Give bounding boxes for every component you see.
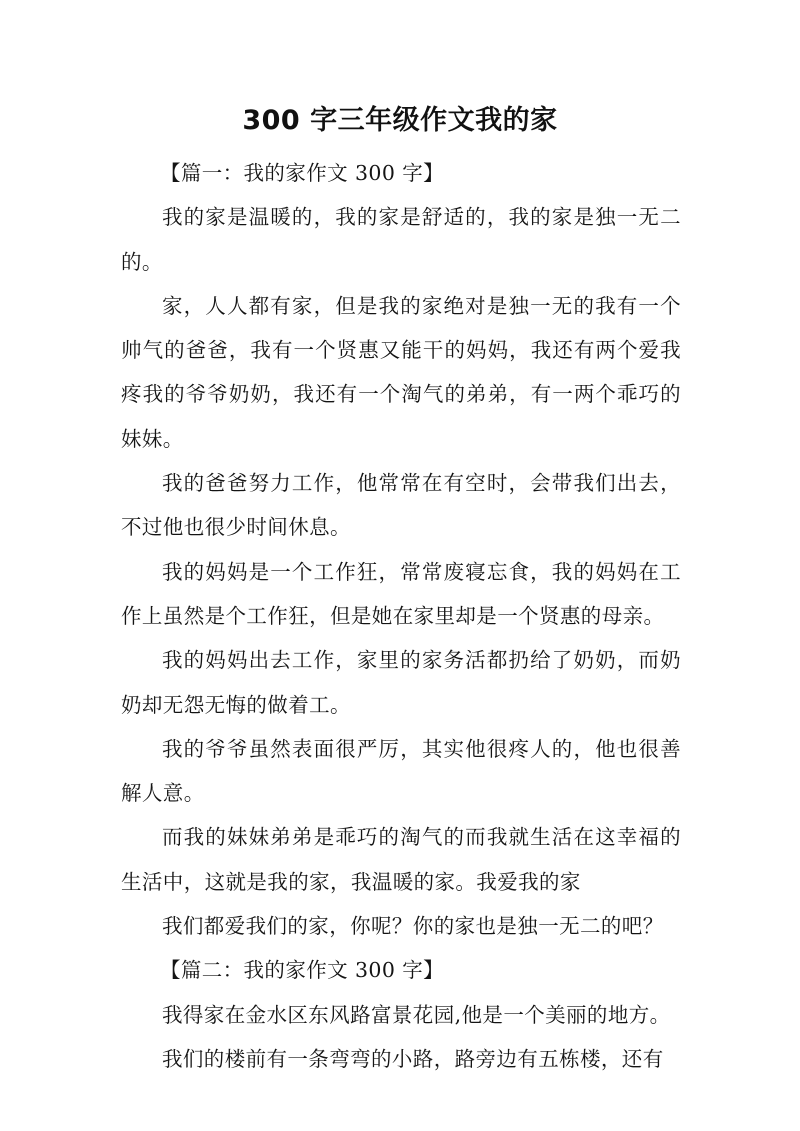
paragraph-2: 家，人人都有家，但是我的家绝对是独一无的我有一个帅气的爸爸，我有一个贤惠又能干的妈妈，我还有两个爱我疼我的爷爷奶奶，我还有一个淘气的弟弟，有一两个乖巧的妹妹。 — [121, 293, 681, 451]
paragraph-7: 而我的妹妹弟弟是乖巧的淘气的而我就生活在这幸福的生活中，这就是我的家，我温暖的家。我爱我的家 — [121, 825, 681, 894]
document-body — [121, 151, 681, 1081]
section-heading-1: 【篇一：我的家作文 300 字】 — [159, 161, 444, 185]
document-title: 300 字三年级作文我的家 — [242, 105, 558, 136]
paragraph-5: 我的妈妈出去工作，家里的家务活都扔给了奶奶，而奶奶却无怨无悔的做着工。 — [121, 648, 681, 717]
paragraph-8: 我们都爱我们的家，你呢？你的家也是独一无二的吧？ — [162, 914, 664, 939]
paragraph-10: 我们的楼前有一条弯弯的小路，路旁边有五栋楼，还有 — [162, 1046, 664, 1071]
paragraph-4: 我的妈妈是一个工作狂，常常废寝忘食，我的妈妈在工作上虽然是个工作狂，但是她在家里却是一个贤惠的母亲。 — [121, 559, 681, 628]
paragraph-6: 我的爷爷虽然表面很严厉，其实他很疼人的，他也很善解人意。 — [121, 736, 681, 806]
section-heading-2: 【篇二：我的家作文 300 字】 — [159, 958, 444, 983]
paragraph-9: 我得家在金水区东风路富景花园,他是一个美丽的地方。 — [162, 1002, 671, 1027]
paragraph-1: 我的家是温暖的，我的家是舒适的，我的家是独一无二的。 — [121, 205, 681, 274]
paragraph-3: 我的爸爸努力工作，他常常在有空时，会带我们出去，不过他也很少时间休息。 — [121, 471, 681, 540]
